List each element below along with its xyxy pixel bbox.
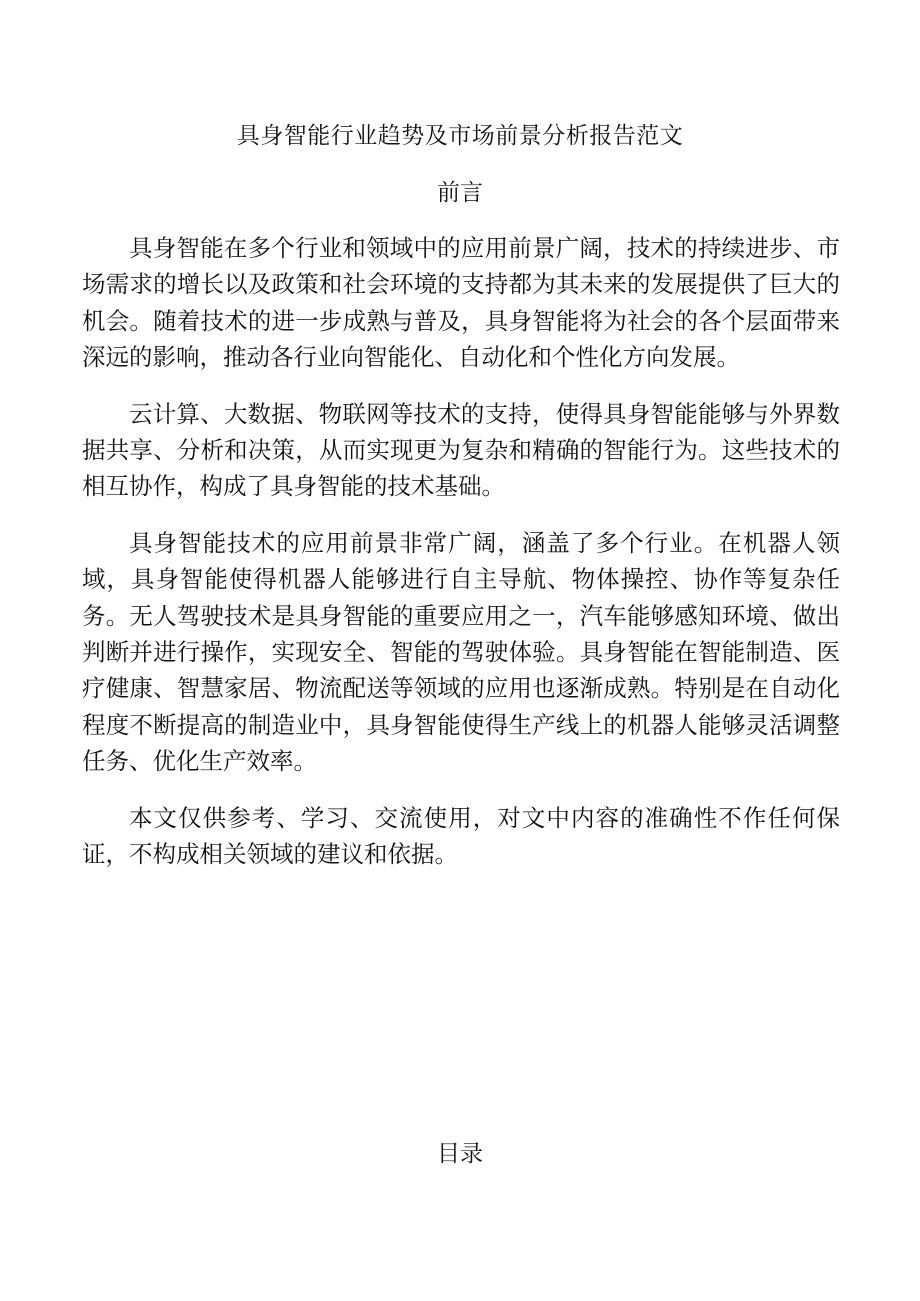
preface-body (82, 230, 840, 893)
paragraph: 本文仅供参考、学习、交流使用，对文中内容的准确性不作任何保证，不构成相关领域的建议和依据。 (82, 803, 840, 869)
paragraph: 云计算、大数据、物联网等技术的支持，使得具身智能能够与外界数据共享、分析和决策，从而实现更为复杂和精确的智能行为。这些技术的相互协作，构成了具身智能的技术基础。 (82, 399, 840, 501)
preface-heading: 前言 (437, 180, 483, 206)
document-title: 具身智能行业趋势及市场前景分析报告范文 (236, 123, 684, 149)
toc-heading: 目录 (437, 1141, 483, 1167)
paragraph: 具身智能技术的应用前景非常广阔，涵盖了多个行业。在机器人领域，具身智能使得机器人能够进行自主导航、物体操控、协作等复杂任务。无人驾驶技术是具身智能的重要应用之一，汽车能够感知环境、做出判断并进行操作，实现安全、智能的驾驶体验。具身智能在智能制造、医疗健康、智慧家居、物流配送等领域的应用也逐渐成熟。特别是在自动化程度不断提高的制造业中，具身智能使得生产线上的机器人能够灵活调整任务、优化生产效率。 (82, 528, 840, 776)
paragraph: 具身智能在多个行业和领域中的应用前景广阔，技术的持续进步、市场需求的增长以及政策和社会环境的支持都为其未来的发展提供了巨大的机会。随着技术的进一步成熟与普及，具身智能将为社会的各个层面带来深远的影响，推动各行业向智能化、自动化和个性化方向发展。 (82, 234, 840, 372)
